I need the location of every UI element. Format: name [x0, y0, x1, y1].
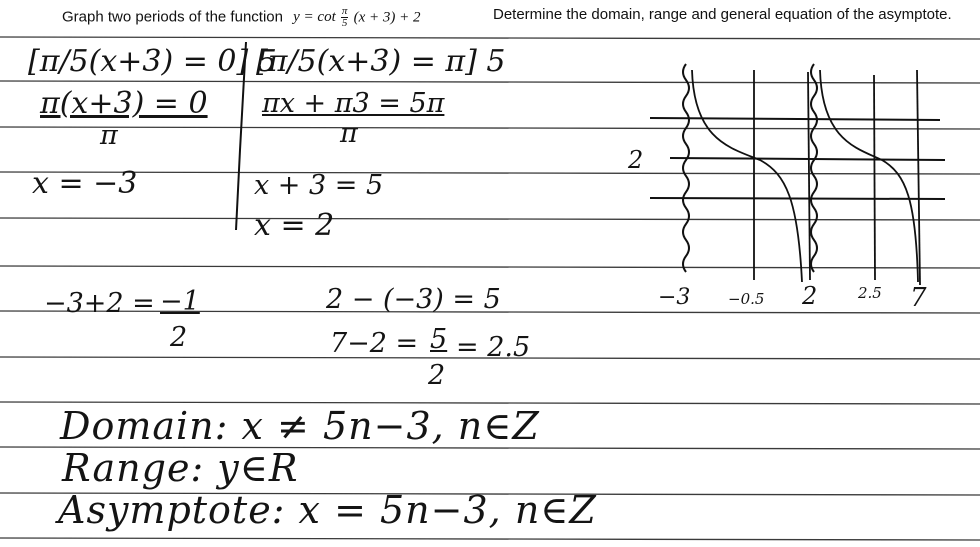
function-fraction [341, 6, 349, 29]
second-midpoint-denominator: 2 [428, 360, 446, 391]
asymptote-answer: Asymptote: x = 5n−3, n∈Z [58, 488, 597, 532]
cot-branch-1 [692, 70, 802, 282]
cot-branch-2 [820, 70, 918, 282]
problem-prompt [62, 6, 421, 29]
asymptote-neg3 [683, 64, 689, 272]
midpoint-denominator: 2 [170, 322, 188, 353]
graph-x-label-neg0.5: −0.5 [728, 290, 765, 308]
cotangent-graph [620, 50, 980, 320]
right-equation-setup: [π/5(x+3) = π] 5 [256, 44, 506, 79]
left-equation-setup: [π/5(x+3) = 0] 5 [28, 44, 277, 79]
function-suffix: (x + 3) + 2 [353, 9, 421, 26]
right-step: x + 3 = 5 [254, 170, 384, 201]
graph-x-label-7: 7 [910, 283, 927, 313]
grid-line-2 [808, 72, 810, 280]
graph-midline [670, 158, 945, 160]
graph-x-label-2.5: 2.5 [858, 284, 882, 302]
second-midpoint-lhs: 7−2 = [330, 328, 419, 359]
graph-x-label-2: 2 [802, 282, 818, 310]
prompt-text: Graph two periods of the function [62, 8, 283, 26]
range-answer: Range: y∈R [62, 446, 299, 490]
right-equation-expanded: πx + π3 = 5π [262, 88, 445, 119]
graph-lower-line [650, 198, 945, 199]
graph-x-label-neg3: −3 [658, 285, 691, 310]
graph-upper-line [650, 118, 940, 120]
second-midpoint-result: = 2.5 [456, 332, 531, 363]
domain-answer: Domain: x ≠ 5n−3, n∈Z [60, 404, 540, 448]
midpoint-numerator: −1 [160, 286, 200, 317]
period-calculation: 2 − (−3) = 5 [326, 284, 501, 315]
left-divisor: π [100, 120, 118, 151]
asymptote-2 [811, 64, 817, 272]
graph-y-label-2: 2 [628, 146, 644, 174]
grid-line-2.5 [874, 75, 875, 280]
midpoint-sum: −3+2 = [44, 288, 155, 319]
left-equation-expanded: π(x+3) = 0 [40, 86, 208, 121]
right-divisor: π [340, 118, 358, 149]
problem-instructions: Determine the domain, range and general equation of the asymptote. [493, 6, 952, 23]
right-solution: x = 2 [254, 208, 335, 243]
left-solution: x = −3 [32, 166, 138, 201]
fraction-denominator: 5 [341, 17, 348, 29]
second-midpoint-numerator: 5 [430, 324, 448, 355]
function-prefix: y = cot [293, 9, 336, 26]
fraction-numerator: π [341, 5, 348, 17]
